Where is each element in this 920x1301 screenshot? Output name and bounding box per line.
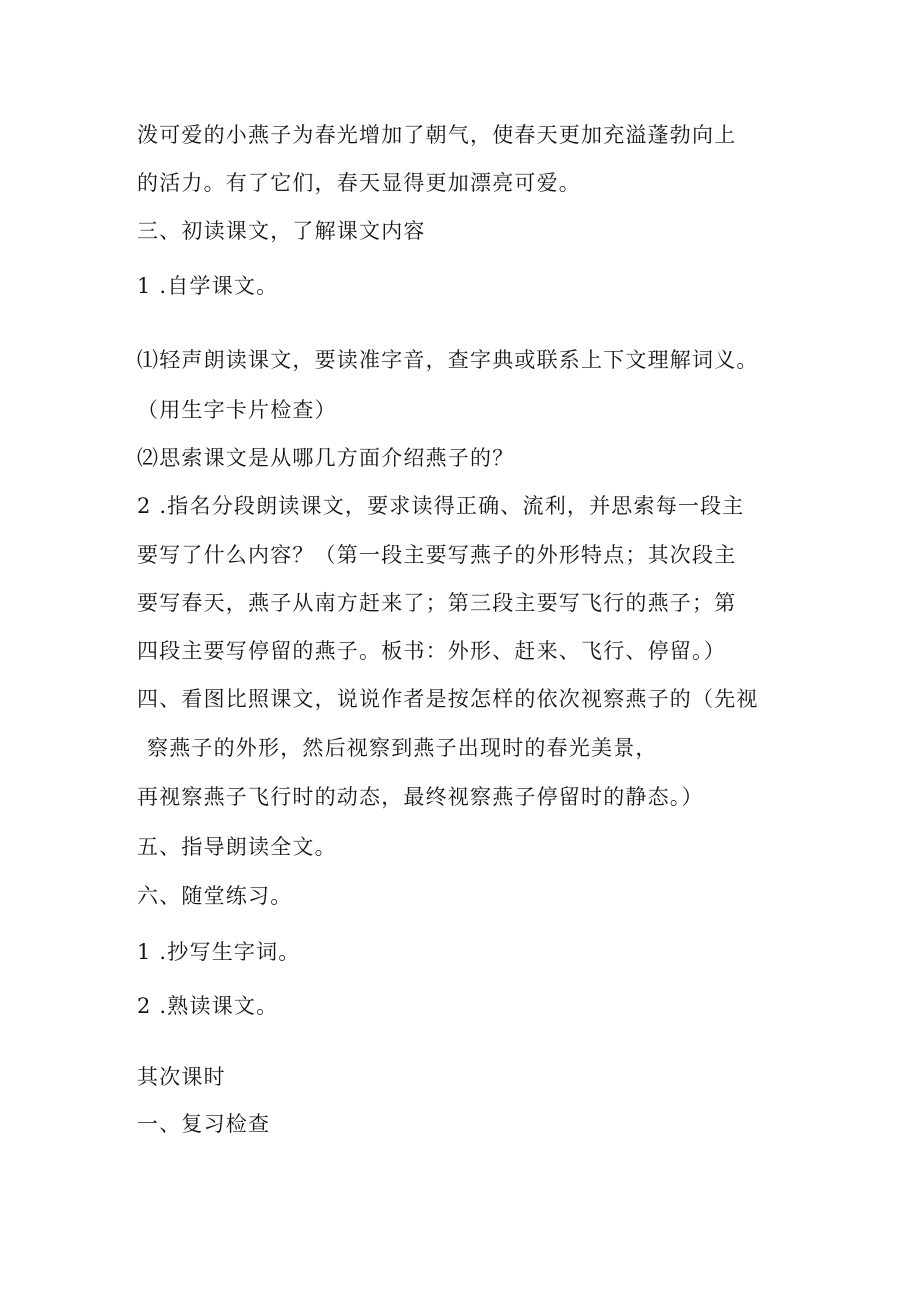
lesson-heading: 其次课时 (137, 1065, 226, 1089)
section-heading: 四、看图比照课文，说说作者是按怎样的依次视察燕子的（先视 (137, 687, 759, 711)
paragraph-line: 的活力。有了它们，春天显得更加漂亮可爱。 (137, 171, 581, 195)
list-item: 2 .指名分段朗读课文，要求读得正确、流利，并思索每一段主 (137, 494, 745, 518)
sub-list-item: ⑵思索课文是从哪几方面介绍燕子的？ (137, 446, 515, 470)
paragraph-line: 要写春天，燕子从南方赶来了；第三段主要写飞行的燕子；第 (137, 591, 737, 615)
paragraph-line: 泼可爱的小燕子为春光增加了朝气，使春天更加充溢蓬勃向上 (137, 123, 737, 147)
section-heading: 六、随堂练习。 (137, 884, 293, 908)
section-heading: 三、初读课文，了解课文内容 (137, 219, 426, 243)
paragraph-line: （用生字卡片检查） (137, 398, 337, 422)
paragraph-line: 四段主要写停留的燕子。板书：外形、赶来、飞行、停留。） (137, 639, 726, 663)
section-heading: 一、复习检查 (137, 1112, 271, 1136)
list-item: 2 .熟读课文。 (137, 994, 279, 1018)
list-item: 1 .抄写生字词。 (137, 940, 301, 964)
paragraph-line: 再视察燕子飞行时的动态，最终视察燕子停留时的静态。） (137, 785, 704, 809)
section-heading: 五、指导朗读全文。 (137, 835, 337, 859)
list-item: 1 .自学课文。 (137, 274, 279, 298)
paragraph-line: 要写了什么内容？（第一段主要写燕子的外形特点；其次段主 (137, 543, 737, 567)
paragraph-line: 察燕子的外形，然后视察到燕子出现时的春光美景， (147, 736, 658, 760)
sub-list-item: ⑴轻声朗读课文，要读准字音，查字典或联系上下文理解词义。 (137, 348, 759, 372)
